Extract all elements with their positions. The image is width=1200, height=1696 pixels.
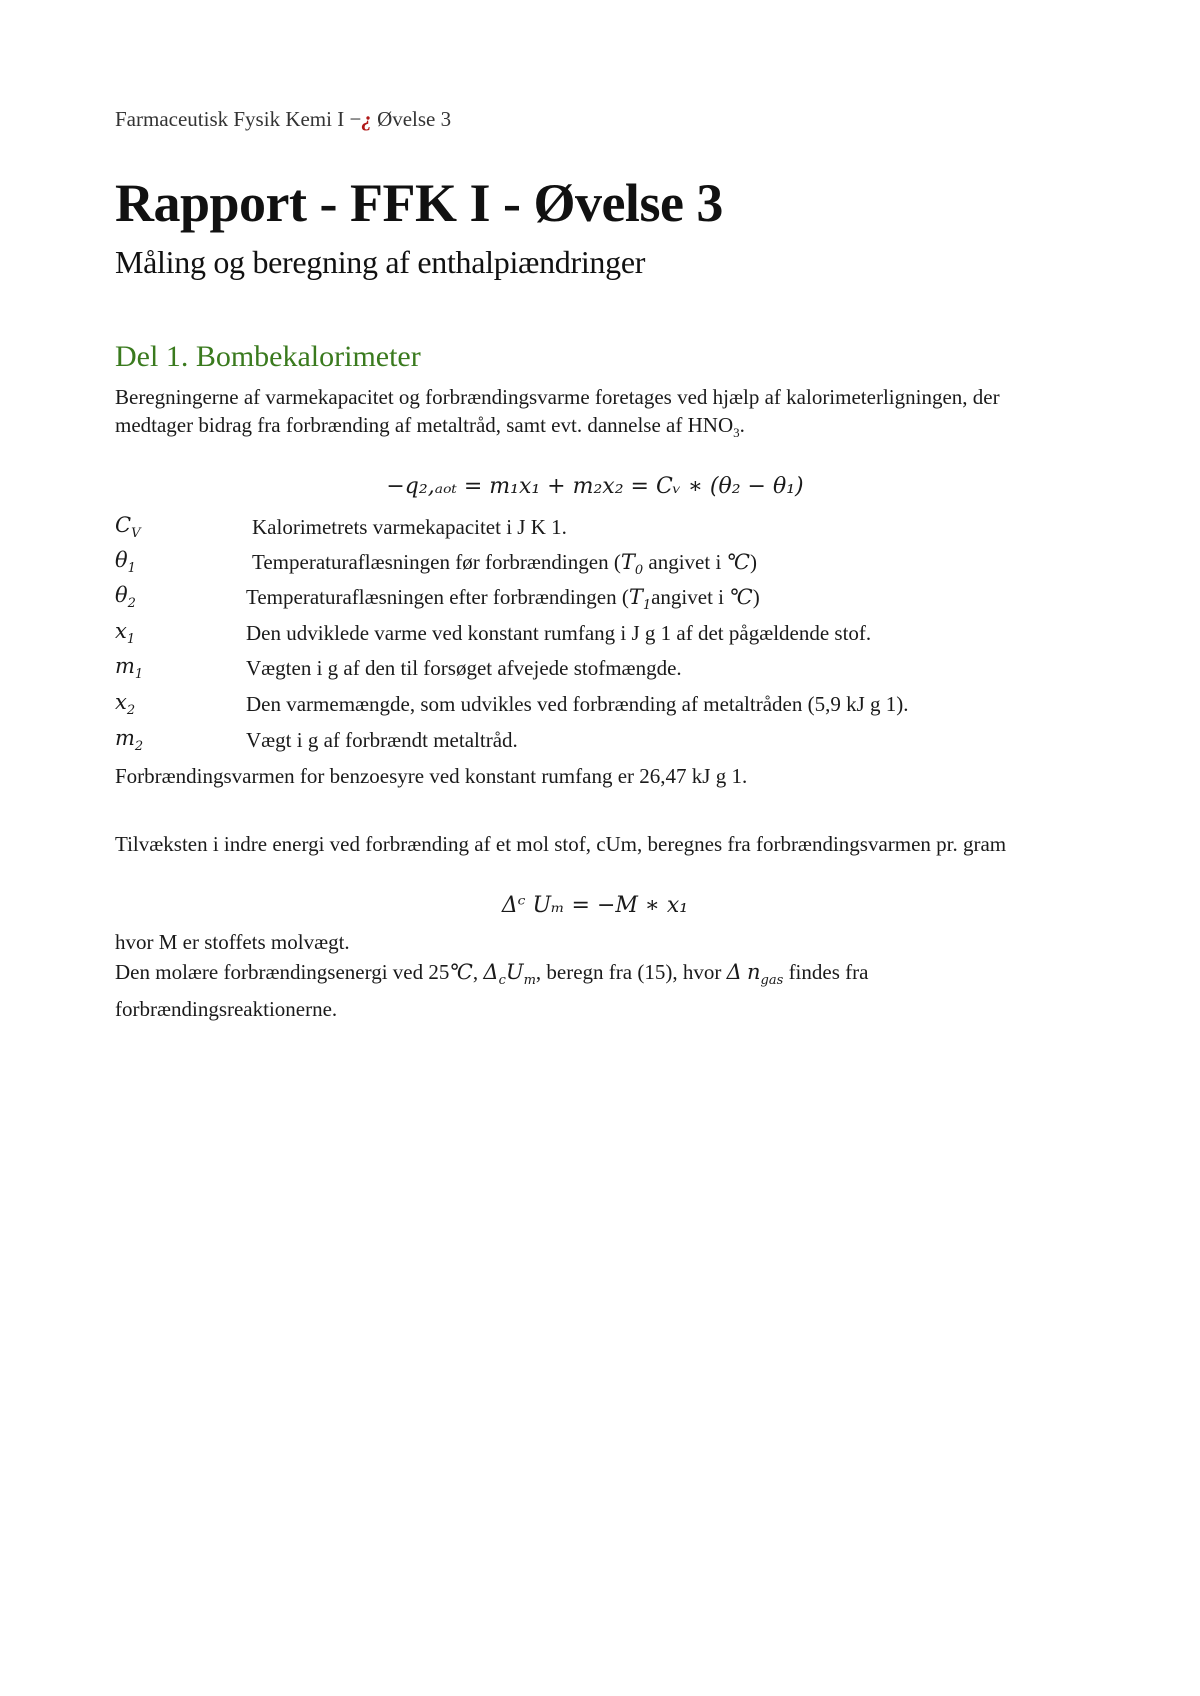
definition-row — [115, 513, 1075, 545]
definition-row — [115, 726, 1075, 758]
definition-text: Temperaturaflæsningen før forbrændingen ($T_0$ angivet i ℃) — [252, 550, 758, 579]
definition-text: Den varmemængde, som udvikles ved forbrænding af metaltråden (5,9 kJ g 1). — [246, 692, 909, 716]
molaere-paragraph: Den molære forbrændingsenergi ved 25℃, $\Delta_cU_m$, beregn fra (15), hvor Δ $n_{gas}$ findes fra forbrændingsreaktionerne. — [115, 960, 869, 1022]
document-title: Rapport - FFK I - Øvelse 3 — [115, 173, 723, 233]
definition-row — [115, 654, 1075, 686]
definition-symbol: $x_1$ — [115, 619, 136, 648]
header-exercise: Øvelse 3 — [371, 107, 452, 131]
definition-text: Vægten i g af den til forsøget afvejede stofmængde. — [246, 656, 682, 680]
running-header — [115, 107, 451, 132]
definition-symbol: $\theta_2$ — [115, 583, 136, 612]
equation-2-text: Δᶜ Uₘ = −M ∗ x₁ — [501, 893, 689, 918]
definition-symbol: $C_V$ — [115, 513, 141, 542]
intro-subscript: 3 — [733, 425, 740, 441]
intro-end: . — [739, 413, 745, 437]
definition-text: Kalorimetrets varmekapacitet i J K 1. — [252, 515, 567, 539]
molar-energy-equation — [115, 893, 1075, 918]
tilvaeksten-paragraph: Tilvæksten i indre energi ved forbrænding af et mol stof, cUm, beregnes fra forbrændingsvarmen pr. gram — [115, 832, 1007, 856]
equation-1-text: −q₂,ₐₒₜ = m₁x₁ + m₂x₂ = Cᵥ ∗ (θ₂ − θ₁) — [386, 474, 804, 499]
definition-row — [115, 548, 1075, 580]
definition-text: Vægt i g af forbrændt metaltråd. — [246, 728, 518, 752]
definition-symbol: $\theta_1$ — [115, 548, 136, 577]
definition-text: Temperaturaflæsningen efter forbrændingen ($T_1angivet$ i ℃) — [246, 585, 760, 614]
definition-row — [115, 583, 1075, 615]
benzoic-paragraph: Forbrændingsvarmen for benzoesyre ved konstant rumfang er 26,47 kJ g 1. — [115, 764, 748, 788]
header-course: Farmaceutisk Fysik Kemi I — [115, 107, 345, 131]
section-heading: Del 1. Bombekalorimeter — [115, 340, 421, 373]
header-dash: − — [344, 107, 362, 131]
definition-row — [115, 690, 1075, 722]
definition-symbol: $m_1$ — [115, 654, 144, 683]
intro-paragraph — [115, 383, 1075, 447]
calorimeter-equation — [115, 474, 1075, 499]
definition-row — [115, 619, 1075, 651]
definition-symbol: $x_2$ — [115, 690, 136, 719]
intro-text: Beregningerne af varmekapacitet og forbrændingsvarme foretages ved hjælp af kalorimeterligningen, der medtager bidrag fra forbrænding af metaltråd, samt evt. dannelse af HNO — [115, 385, 1000, 437]
document-subtitle: Måling og beregning af enthalpiændringer — [115, 244, 646, 280]
definition-text: Den udviklede varme ved konstant rumfang i J g 1 af det pågældende stof. — [246, 621, 872, 645]
header-glyph: ¿ — [361, 107, 372, 131]
molvaegt-line: hvor M er stoffets molvægt. — [115, 930, 350, 954]
definition-symbol: $m_2$ — [115, 726, 144, 755]
